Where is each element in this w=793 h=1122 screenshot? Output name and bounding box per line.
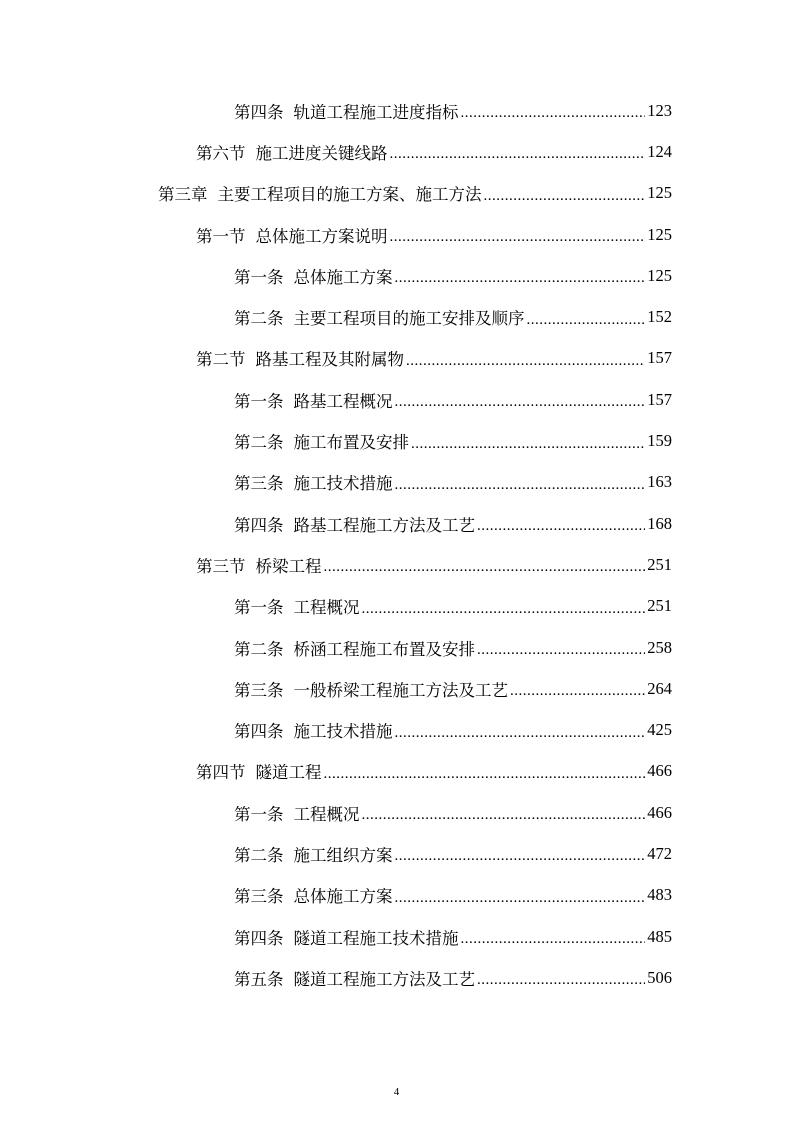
toc-entry-page: 251	[647, 596, 672, 616]
toc-entry-number: 第四条	[234, 102, 284, 122]
toc-entry-title: 总体施工方案	[293, 887, 393, 907]
toc-entry-number: 第一条	[234, 391, 284, 411]
toc-entry[interactable]	[0, 131, 793, 172]
toc-entry-page: 168	[647, 513, 672, 533]
toc-entry-title: 轨道工程施工进度指标	[293, 102, 459, 122]
toc-entry-page: 264	[647, 678, 672, 698]
toc-entry[interactable]	[0, 544, 793, 585]
toc-dot-leader	[477, 972, 645, 989]
toc-dot-leader	[395, 848, 646, 865]
toc-entry-number: 第四条	[234, 515, 284, 535]
toc-dot-leader	[461, 105, 646, 122]
toc-entry[interactable]	[0, 833, 793, 874]
toc-dot-leader	[362, 807, 646, 824]
toc-entry-title: 隧道工程施工方法及工艺	[293, 969, 475, 989]
toc-entry-number: 第一条	[234, 804, 284, 824]
toc-entry-page: 125	[647, 224, 672, 244]
toc-entry-page: 157	[647, 389, 672, 409]
toc-entry-page: 125	[647, 183, 672, 203]
toc-entry-title: 总体施工方案	[293, 267, 393, 287]
toc-entry[interactable]	[0, 957, 793, 998]
toc-entry-number: 第三章	[158, 185, 208, 205]
toc-entry-page: 483	[647, 885, 672, 905]
toc-entry[interactable]	[0, 875, 793, 916]
toc-entry-title: 工程概况	[293, 804, 360, 824]
toc-entry-page: 425	[647, 720, 672, 740]
toc-entry-title: 施工进度关键线路	[255, 143, 388, 163]
toc-entry[interactable]	[0, 792, 793, 833]
toc-entry-number: 第三条	[234, 680, 284, 700]
toc-entry-page: 466	[647, 761, 672, 781]
toc-entry-page: 485	[647, 926, 672, 946]
toc-entry-page: 159	[647, 431, 672, 451]
toc-dot-leader	[324, 766, 646, 783]
toc-entry[interactable]	[0, 296, 793, 337]
table-of-contents	[0, 90, 793, 999]
toc-entry-page: 472	[647, 843, 672, 863]
toc-dot-leader	[395, 477, 646, 494]
toc-entry[interactable]	[0, 503, 793, 544]
toc-entry-title: 主要工程项目的施工安排及顺序	[293, 309, 525, 329]
toc-entry-number: 第二条	[234, 309, 284, 329]
toc-entry-title: 施工组织方案	[293, 845, 393, 865]
toc-entry-page: 258	[647, 637, 672, 657]
toc-entry-page: 125	[647, 265, 672, 285]
toc-entry-number: 第三条	[234, 887, 284, 907]
toc-entry-title: 隧道工程施工技术措施	[293, 928, 459, 948]
toc-entry-number: 第五条	[234, 969, 284, 989]
toc-entry[interactable]	[0, 668, 793, 709]
toc-entry-number: 第二条	[234, 845, 284, 865]
toc-entry[interactable]	[0, 420, 793, 461]
toc-dot-leader	[390, 229, 646, 246]
toc-entry-number: 第四条	[234, 722, 284, 742]
toc-entry-number: 第四条	[234, 928, 284, 948]
toc-entry-number: 第二条	[234, 433, 284, 453]
toc-entry-title: 路基工程及其附属物	[255, 350, 404, 370]
toc-entry-title: 施工技术措施	[293, 474, 393, 494]
toc-entry-number: 第二条	[234, 639, 284, 659]
toc-entry[interactable]	[0, 173, 793, 214]
toc-entry-title: 主要工程项目的施工方案、施工方法	[217, 185, 482, 205]
toc-dot-leader	[395, 270, 646, 287]
toc-entry[interactable]	[0, 916, 793, 957]
toc-entry-number: 第二节	[196, 350, 246, 370]
toc-entry[interactable]	[0, 214, 793, 255]
toc-dot-leader	[362, 601, 646, 618]
page-number: 4	[393, 1086, 400, 1098]
toc-entry-page: 506	[647, 967, 672, 987]
toc-entry-page: 466	[647, 802, 672, 822]
toc-entry-title: 路基工程施工方法及工艺	[293, 515, 475, 535]
toc-dot-leader	[484, 188, 646, 205]
toc-entry-title: 工程概况	[293, 598, 360, 618]
toc-entry-title: 桥梁工程	[255, 556, 322, 576]
toc-dot-leader	[477, 642, 645, 659]
toc-dot-leader	[395, 890, 646, 907]
toc-entry[interactable]	[0, 255, 793, 296]
toc-entry-page: 152	[647, 307, 672, 327]
toc-entry-number: 第三节	[196, 556, 246, 576]
toc-entry-number: 第一节	[196, 226, 246, 246]
toc-dot-leader	[510, 683, 645, 700]
toc-entry[interactable]	[0, 627, 793, 668]
toc-entry-title: 隧道工程	[255, 763, 322, 783]
toc-entry-number: 第六节	[196, 143, 246, 163]
toc-entry[interactable]	[0, 462, 793, 503]
toc-dot-leader	[395, 394, 646, 411]
toc-entry[interactable]	[0, 751, 793, 792]
toc-entry[interactable]	[0, 709, 793, 750]
toc-dot-leader	[395, 725, 646, 742]
toc-entry[interactable]	[0, 338, 793, 379]
toc-entry-title: 一般桥梁工程施工方法及工艺	[293, 680, 508, 700]
toc-entry-number: 第一条	[234, 598, 284, 618]
toc-entry-title: 施工布置及安排	[293, 433, 409, 453]
toc-entry-number: 第四节	[196, 763, 246, 783]
toc-dot-leader	[406, 353, 645, 370]
toc-dot-leader	[411, 436, 645, 453]
toc-entry[interactable]	[0, 90, 793, 131]
toc-entry-title: 施工技术措施	[293, 722, 393, 742]
toc-entry-title: 桥涵工程施工布置及安排	[293, 639, 475, 659]
toc-entry-page: 157	[647, 348, 672, 368]
toc-dot-leader	[324, 559, 646, 576]
toc-dot-leader	[390, 146, 646, 163]
toc-entry-number: 第三条	[234, 474, 284, 494]
toc-dot-leader	[477, 518, 645, 535]
toc-entry-title: 路基工程概况	[293, 391, 393, 411]
toc-dot-leader	[461, 931, 646, 948]
toc-entry[interactable]	[0, 379, 793, 420]
toc-entry[interactable]	[0, 586, 793, 627]
toc-entry-page: 163	[647, 472, 672, 492]
toc-entry-page: 123	[647, 100, 672, 120]
toc-entry-page: 251	[647, 554, 672, 574]
toc-entry-page: 124	[647, 141, 672, 161]
toc-entry-title: 总体施工方案说明	[255, 226, 388, 246]
toc-entry-number: 第一条	[234, 267, 284, 287]
toc-dot-leader	[527, 312, 646, 329]
